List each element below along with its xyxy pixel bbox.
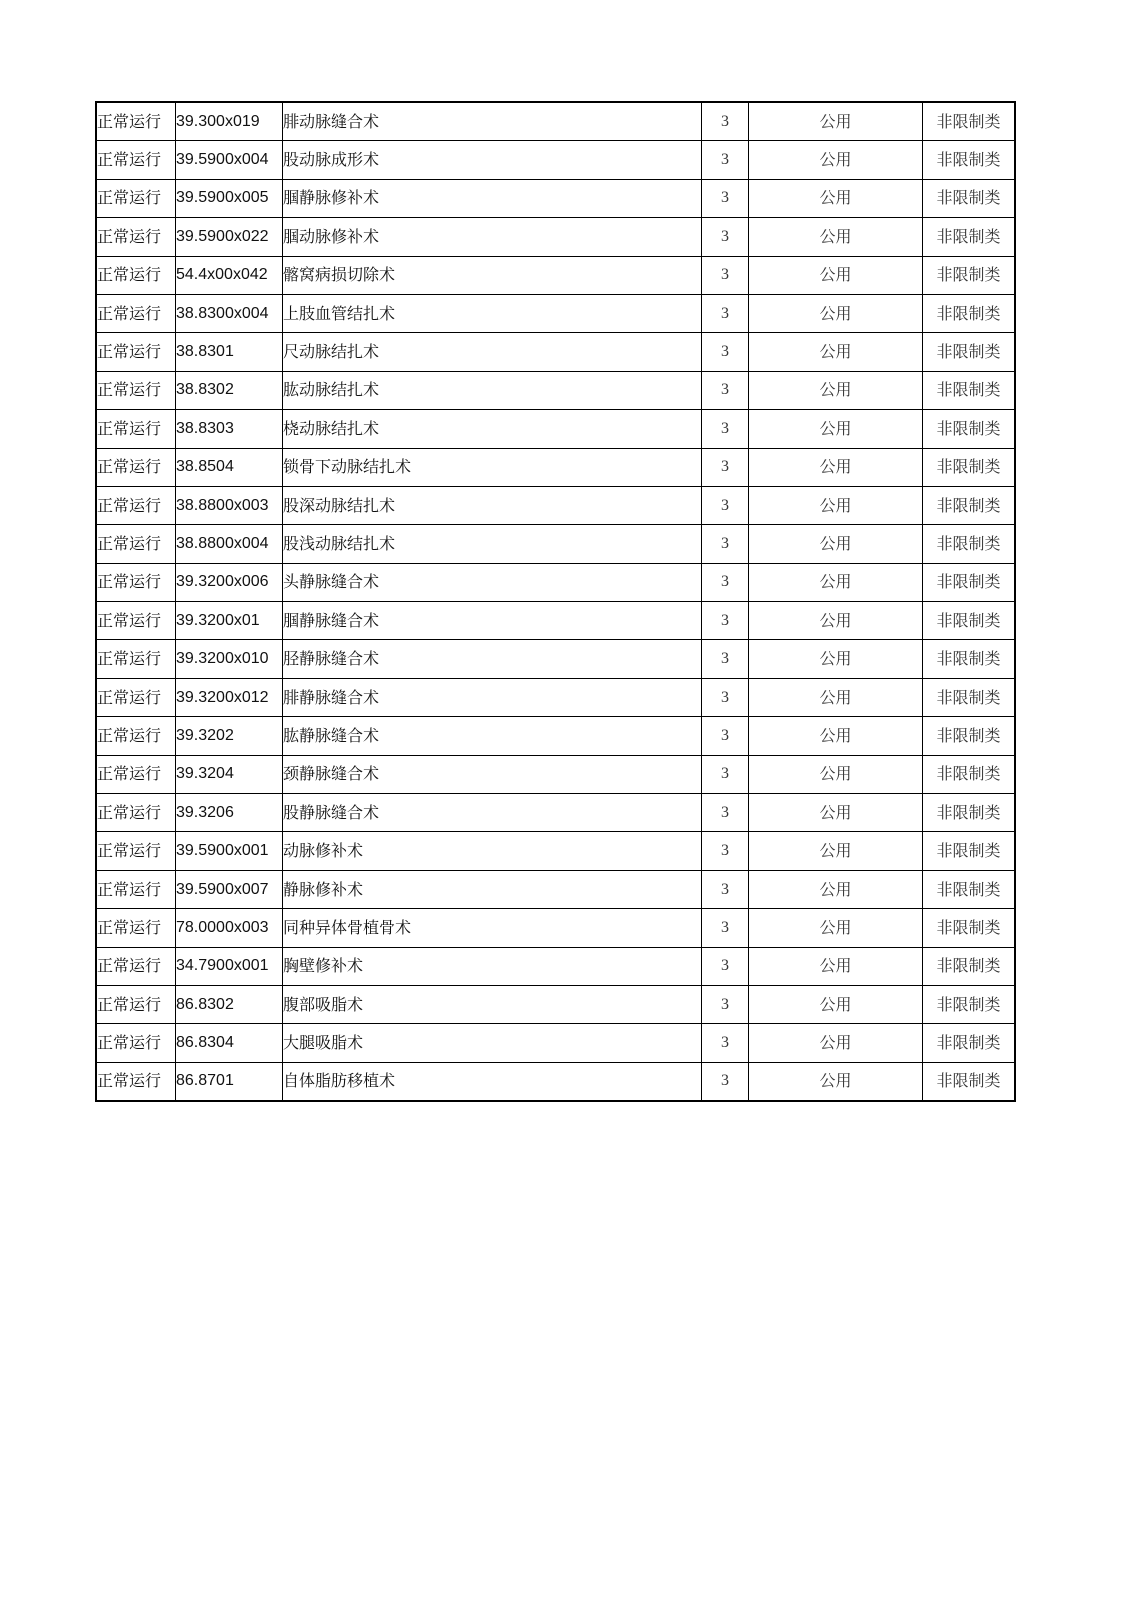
category-cell: 非限制类 <box>923 179 1016 217</box>
status-cell: 正常运行 <box>96 410 176 448</box>
scope-cell: 公用 <box>749 755 923 793</box>
level-cell: 3 <box>702 717 749 755</box>
procedure-name-cell: 桡动脉结扎术 <box>283 410 702 448</box>
table-row <box>96 525 1015 563</box>
code-cell: 39.5900x005 <box>176 179 283 217</box>
procedure-name-cell: 股深动脉结扎术 <box>283 486 702 524</box>
scope-cell: 公用 <box>749 448 923 486</box>
table-row <box>96 909 1015 947</box>
category-cell: 非限制类 <box>923 486 1016 524</box>
table-row <box>96 755 1015 793</box>
scope-cell: 公用 <box>749 909 923 947</box>
status-cell: 正常运行 <box>96 678 176 716</box>
scope-cell: 公用 <box>749 410 923 448</box>
procedure-name-cell: 同种异体骨植骨术 <box>283 909 702 947</box>
scope-cell: 公用 <box>749 179 923 217</box>
level-cell: 3 <box>702 179 749 217</box>
table-row <box>96 141 1015 179</box>
procedure-name-cell: 腘静脉修补术 <box>283 179 702 217</box>
code-cell: 86.8302 <box>176 985 283 1023</box>
table-row <box>96 218 1015 256</box>
level-cell: 3 <box>702 832 749 870</box>
procedure-table-body <box>96 102 1015 1101</box>
code-cell: 86.8304 <box>176 1024 283 1062</box>
procedure-name-cell: 腓静脉缝合术 <box>283 678 702 716</box>
scope-cell: 公用 <box>749 947 923 985</box>
status-cell: 正常运行 <box>96 794 176 832</box>
category-cell: 非限制类 <box>923 678 1016 716</box>
category-cell: 非限制类 <box>923 371 1016 409</box>
code-cell: 39.5900x007 <box>176 870 283 908</box>
table-row <box>96 602 1015 640</box>
level-cell: 3 <box>702 294 749 332</box>
status-cell: 正常运行 <box>96 218 176 256</box>
scope-cell: 公用 <box>749 102 923 141</box>
scope-cell: 公用 <box>749 985 923 1023</box>
procedure-name-cell: 静脉修补术 <box>283 870 702 908</box>
code-cell: 86.8701 <box>176 1062 283 1101</box>
code-cell: 39.5900x001 <box>176 832 283 870</box>
procedure-name-cell: 腘动脉修补术 <box>283 218 702 256</box>
procedure-name-cell: 腓动脉缝合术 <box>283 102 702 141</box>
level-cell: 3 <box>702 755 749 793</box>
scope-cell: 公用 <box>749 1062 923 1101</box>
table-row <box>96 985 1015 1023</box>
category-cell: 非限制类 <box>923 947 1016 985</box>
scope-cell: 公用 <box>749 794 923 832</box>
level-cell: 3 <box>702 947 749 985</box>
status-cell: 正常运行 <box>96 141 176 179</box>
category-cell: 非限制类 <box>923 525 1016 563</box>
procedure-name-cell: 肱静脉缝合术 <box>283 717 702 755</box>
status-cell: 正常运行 <box>96 985 176 1023</box>
procedure-name-cell: 髂窝病损切除术 <box>283 256 702 294</box>
code-cell: 38.8300x004 <box>176 294 283 332</box>
table-row <box>96 563 1015 601</box>
category-cell: 非限制类 <box>923 985 1016 1023</box>
category-cell: 非限制类 <box>923 602 1016 640</box>
code-cell: 39.5900x004 <box>176 141 283 179</box>
level-cell: 3 <box>702 640 749 678</box>
code-cell: 78.0000x003 <box>176 909 283 947</box>
level-cell: 3 <box>702 218 749 256</box>
status-cell: 正常运行 <box>96 1062 176 1101</box>
scope-cell: 公用 <box>749 832 923 870</box>
code-cell: 38.8302 <box>176 371 283 409</box>
status-cell: 正常运行 <box>96 947 176 985</box>
status-cell: 正常运行 <box>96 486 176 524</box>
scope-cell: 公用 <box>749 525 923 563</box>
status-cell: 正常运行 <box>96 909 176 947</box>
category-cell: 非限制类 <box>923 1062 1016 1101</box>
code-cell: 39.5900x022 <box>176 218 283 256</box>
scope-cell: 公用 <box>749 1024 923 1062</box>
table-row <box>96 1024 1015 1062</box>
table-row <box>96 1062 1015 1101</box>
level-cell: 3 <box>702 371 749 409</box>
status-cell: 正常运行 <box>96 179 176 217</box>
scope-cell: 公用 <box>749 218 923 256</box>
procedure-name-cell: 自体脂肪移植术 <box>283 1062 702 1101</box>
category-cell: 非限制类 <box>923 1024 1016 1062</box>
procedure-name-cell: 肱动脉结扎术 <box>283 371 702 409</box>
scope-cell: 公用 <box>749 602 923 640</box>
table-row <box>96 294 1015 332</box>
code-cell: 38.8504 <box>176 448 283 486</box>
level-cell: 3 <box>702 602 749 640</box>
procedure-name-cell: 颈静脉缝合术 <box>283 755 702 793</box>
table-row <box>96 102 1015 141</box>
procedure-name-cell: 动脉修补术 <box>283 832 702 870</box>
status-cell: 正常运行 <box>96 563 176 601</box>
scope-cell: 公用 <box>749 486 923 524</box>
level-cell: 3 <box>702 448 749 486</box>
status-cell: 正常运行 <box>96 640 176 678</box>
category-cell: 非限制类 <box>923 218 1016 256</box>
procedure-name-cell: 上肢血管结扎术 <box>283 294 702 332</box>
scope-cell: 公用 <box>749 294 923 332</box>
code-cell: 39.3200x012 <box>176 678 283 716</box>
category-cell: 非限制类 <box>923 563 1016 601</box>
level-cell: 3 <box>702 525 749 563</box>
code-cell: 38.8303 <box>176 410 283 448</box>
level-cell: 3 <box>702 985 749 1023</box>
table-row <box>96 256 1015 294</box>
level-cell: 3 <box>702 141 749 179</box>
code-cell: 39.3202 <box>176 717 283 755</box>
procedure-name-cell: 头静脉缝合术 <box>283 563 702 601</box>
status-cell: 正常运行 <box>96 717 176 755</box>
category-cell: 非限制类 <box>923 256 1016 294</box>
procedure-name-cell: 股静脉缝合术 <box>283 794 702 832</box>
level-cell: 3 <box>702 410 749 448</box>
category-cell: 非限制类 <box>923 717 1016 755</box>
level-cell: 3 <box>702 256 749 294</box>
table-row <box>96 717 1015 755</box>
status-cell: 正常运行 <box>96 256 176 294</box>
table-row <box>96 794 1015 832</box>
table-row <box>96 640 1015 678</box>
category-cell: 非限制类 <box>923 448 1016 486</box>
status-cell: 正常运行 <box>96 602 176 640</box>
table-row <box>96 678 1015 716</box>
level-cell: 3 <box>702 486 749 524</box>
code-cell: 39.300x019 <box>176 102 283 141</box>
scope-cell: 公用 <box>749 371 923 409</box>
table-row <box>96 870 1015 908</box>
category-cell: 非限制类 <box>923 294 1016 332</box>
code-cell: 34.7900x001 <box>176 947 283 985</box>
category-cell: 非限制类 <box>923 333 1016 371</box>
level-cell: 3 <box>702 1062 749 1101</box>
status-cell: 正常运行 <box>96 333 176 371</box>
procedure-name-cell: 尺动脉结扎术 <box>283 333 702 371</box>
table-row <box>96 179 1015 217</box>
scope-cell: 公用 <box>749 256 923 294</box>
status-cell: 正常运行 <box>96 525 176 563</box>
table-row <box>96 486 1015 524</box>
scope-cell: 公用 <box>749 640 923 678</box>
code-cell: 39.3200x006 <box>176 563 283 601</box>
level-cell: 3 <box>702 563 749 601</box>
category-cell: 非限制类 <box>923 870 1016 908</box>
procedure-name-cell: 腘静脉缝合术 <box>283 602 702 640</box>
category-cell: 非限制类 <box>923 141 1016 179</box>
scope-cell: 公用 <box>749 563 923 601</box>
scope-cell: 公用 <box>749 141 923 179</box>
code-cell: 39.3204 <box>176 755 283 793</box>
table-row <box>96 448 1015 486</box>
code-cell: 39.3206 <box>176 794 283 832</box>
category-cell: 非限制类 <box>923 909 1016 947</box>
category-cell: 非限制类 <box>923 794 1016 832</box>
status-cell: 正常运行 <box>96 1024 176 1062</box>
code-cell: 39.3200x01 <box>176 602 283 640</box>
status-cell: 正常运行 <box>96 102 176 141</box>
code-cell: 38.8301 <box>176 333 283 371</box>
category-cell: 非限制类 <box>923 755 1016 793</box>
category-cell: 非限制类 <box>923 410 1016 448</box>
level-cell: 3 <box>702 909 749 947</box>
table-row <box>96 947 1015 985</box>
procedure-name-cell: 腹部吸脂术 <box>283 985 702 1023</box>
level-cell: 3 <box>702 102 749 141</box>
status-cell: 正常运行 <box>96 870 176 908</box>
level-cell: 3 <box>702 333 749 371</box>
status-cell: 正常运行 <box>96 832 176 870</box>
table-row <box>96 371 1015 409</box>
status-cell: 正常运行 <box>96 294 176 332</box>
status-cell: 正常运行 <box>96 371 176 409</box>
status-cell: 正常运行 <box>96 755 176 793</box>
table-row <box>96 410 1015 448</box>
level-cell: 3 <box>702 1024 749 1062</box>
category-cell: 非限制类 <box>923 640 1016 678</box>
category-cell: 非限制类 <box>923 832 1016 870</box>
scope-cell: 公用 <box>749 870 923 908</box>
level-cell: 3 <box>702 794 749 832</box>
code-cell: 38.8800x004 <box>176 525 283 563</box>
procedure-table <box>95 101 1016 1102</box>
procedure-name-cell: 大腿吸脂术 <box>283 1024 702 1062</box>
procedure-name-cell: 胫静脉缝合术 <box>283 640 702 678</box>
scope-cell: 公用 <box>749 717 923 755</box>
level-cell: 3 <box>702 678 749 716</box>
procedure-name-cell: 股浅动脉结扎术 <box>283 525 702 563</box>
procedure-name-cell: 股动脉成形术 <box>283 141 702 179</box>
scope-cell: 公用 <box>749 333 923 371</box>
level-cell: 3 <box>702 870 749 908</box>
code-cell: 39.3200x010 <box>176 640 283 678</box>
table-row <box>96 832 1015 870</box>
status-cell: 正常运行 <box>96 448 176 486</box>
category-cell: 非限制类 <box>923 102 1016 141</box>
procedure-name-cell: 锁骨下动脉结扎术 <box>283 448 702 486</box>
table-row <box>96 333 1015 371</box>
scope-cell: 公用 <box>749 678 923 716</box>
code-cell: 38.8800x003 <box>176 486 283 524</box>
code-cell: 54.4x00x042 <box>176 256 283 294</box>
procedure-name-cell: 胸壁修补术 <box>283 947 702 985</box>
